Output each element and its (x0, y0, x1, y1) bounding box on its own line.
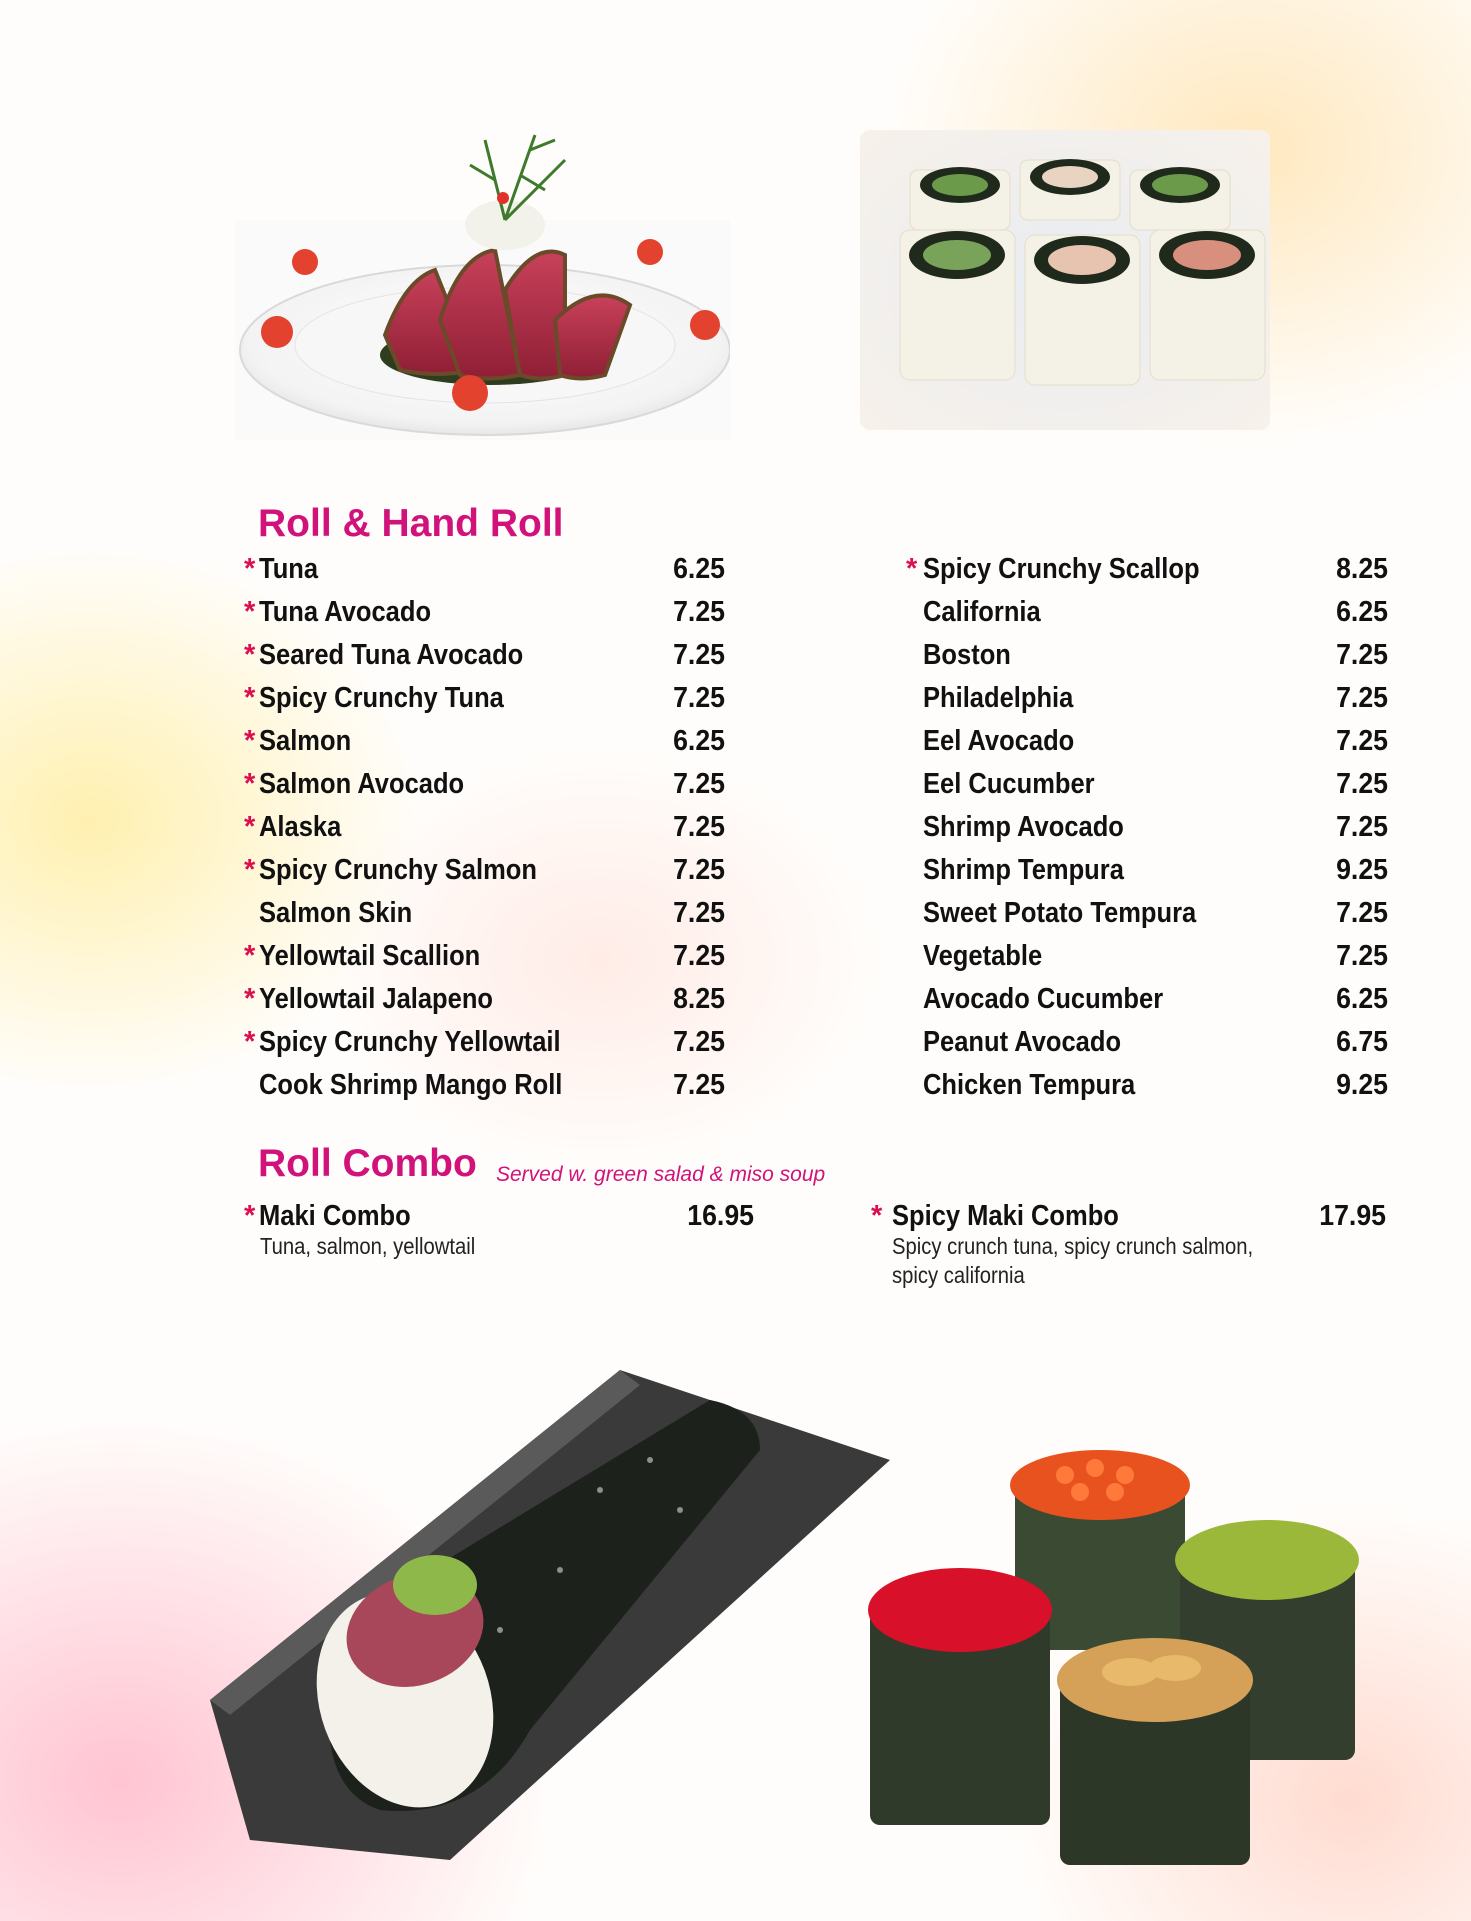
menu-item-name: Salmon Skin (259, 897, 413, 929)
raw-marker-star: * (871, 1200, 883, 1232)
menu-item-name: Spicy Crunchy Scallop (923, 553, 1200, 585)
raw-marker-star: * (244, 854, 256, 886)
menu-item-price: 6.75 (1336, 1026, 1388, 1058)
raw-marker-star: * (244, 639, 256, 671)
menu-item-name: Tuna Avocado (259, 596, 432, 628)
menu-item-name: Chicken Tempura (923, 1069, 1136, 1101)
raw-marker-star: * (244, 983, 256, 1015)
section-subtitle-roll-combo: Served w. green salad & miso soup (496, 1163, 826, 1186)
menu-item-price: 8.25 (1336, 553, 1388, 585)
menu-item-name: Spicy Crunchy Yellowtail (259, 1026, 561, 1058)
menu-item-price: 7.25 (673, 1069, 725, 1101)
menu-item-name: Alaska (259, 811, 342, 843)
menu-item-price: 7.25 (673, 596, 725, 628)
seared-tuna-salad-photo (235, 120, 730, 440)
menu-item-name: Shrimp Tempura (923, 854, 1124, 886)
menu-item-name: Salmon Avocado (259, 768, 465, 800)
menu-item-price: 6.25 (673, 725, 725, 757)
raw-marker-star: * (244, 1200, 256, 1232)
combo-item-description: Tuna, salmon, yellowtail (260, 1233, 476, 1259)
menu-item-price: 7.25 (673, 639, 725, 671)
menu-item-name: Tuna (259, 553, 319, 585)
menu-item-name: Eel Cucumber (923, 768, 1095, 800)
menu-item-price: 9.25 (1336, 854, 1388, 886)
raw-marker-star: * (244, 553, 256, 585)
raw-marker-star: * (244, 1026, 256, 1058)
combo-item-price: 17.95 (1319, 1200, 1386, 1232)
menu-item-price: 7.25 (673, 768, 725, 800)
menu-item-price: 7.25 (673, 897, 725, 929)
gunkan-sushi-photo (865, 1440, 1375, 1870)
menu-item-price: 7.25 (1336, 768, 1388, 800)
menu-item-price: 7.25 (673, 682, 725, 714)
hand-roll-photo (200, 1370, 900, 1870)
menu-item-price: 6.25 (1336, 596, 1388, 628)
menu-item-price: 7.25 (673, 854, 725, 886)
menu-item-name: Yellowtail Scallion (259, 940, 481, 972)
raw-marker-star: * (906, 553, 918, 585)
combo-item-name: Spicy Maki Combo (892, 1200, 1119, 1232)
menu-item-name: Boston (923, 639, 1011, 671)
menu-item-name: Philadelphia (923, 682, 1074, 714)
menu-item-name: Spicy Crunchy Tuna (259, 682, 504, 714)
menu-item-price: 7.25 (673, 811, 725, 843)
menu-item-name: Seared Tuna Avocado (259, 639, 524, 671)
menu-item-price: 7.25 (1336, 940, 1388, 972)
menu-item-name: Sweet Potato Tempura (923, 897, 1197, 929)
menu-item-price: 7.25 (1336, 811, 1388, 843)
menu-item-price: 8.25 (673, 983, 725, 1015)
menu-item-price: 9.25 (1336, 1069, 1388, 1101)
raw-marker-star: * (244, 940, 256, 972)
menu-item-price: 7.25 (1336, 897, 1388, 929)
raw-marker-star: * (244, 596, 256, 628)
menu-item-price: 6.25 (673, 553, 725, 585)
menu-item-name: Cook Shrimp Mango Roll (259, 1069, 563, 1101)
california-roll-photo (860, 130, 1270, 430)
menu-item-name: Shrimp Avocado (923, 811, 1124, 843)
menu-item-price: 7.25 (1336, 725, 1388, 757)
menu-item-name: California (923, 596, 1041, 628)
menu-item-name: Spicy Crunchy Salmon (259, 854, 537, 886)
menu-item-name: Vegetable (923, 940, 1043, 972)
menu-item-name: Eel Avocado (923, 725, 1075, 757)
combo-item-name: Maki Combo (259, 1200, 411, 1232)
menu-item-name: Yellowtail Jalapeno (259, 983, 494, 1015)
menu-item-price: 6.25 (1336, 983, 1388, 1015)
menu-item-price: 7.25 (673, 1026, 725, 1058)
raw-marker-star: * (244, 811, 256, 843)
menu-item-price: 7.25 (673, 940, 725, 972)
combo-item-description: spicy california (892, 1262, 1025, 1288)
menu-item-price: 7.25 (1336, 639, 1388, 671)
section-title-roll-hand-roll: Roll & Hand Roll (258, 502, 564, 545)
menu-item-name: Salmon (259, 725, 352, 757)
menu-item-price: 7.25 (1336, 682, 1388, 714)
raw-marker-star: * (244, 682, 256, 714)
menu-item-name: Avocado Cucumber (923, 983, 1164, 1015)
raw-marker-star: * (244, 768, 256, 800)
raw-marker-star: * (244, 725, 256, 757)
combo-item-description: Spicy crunch tuna, spicy crunch salmon, (892, 1233, 1254, 1259)
section-title-roll-combo: Roll Combo (258, 1142, 477, 1185)
combo-item-price: 16.95 (687, 1200, 754, 1232)
menu-item-name: Peanut Avocado (923, 1026, 1122, 1058)
